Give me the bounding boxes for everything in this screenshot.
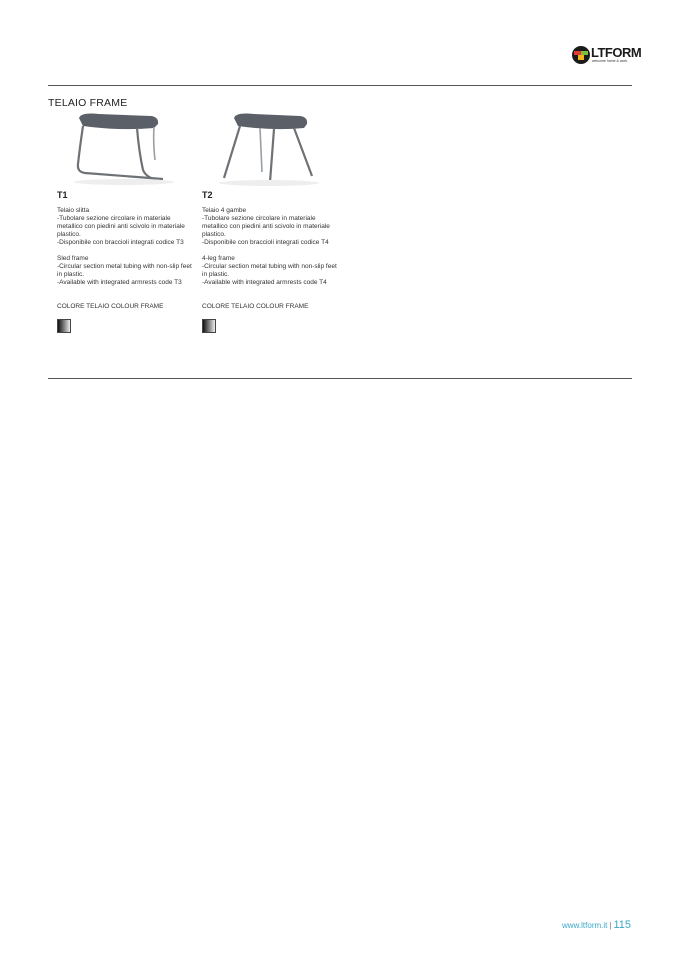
frame-description-en: 4-leg frame -Circular section metal tubing with non-slip feet in plastic. -Available with integrated armrests code T4 (202, 255, 337, 286)
frame-description-it: Telaio 4 gambe -Tubolare sezione circolare in materiale metallico con piedini anti scivolo in materiale plastico. -Disponibile con braccioli integrati codice T4 (202, 207, 330, 246)
top-divider (48, 85, 632, 86)
bottom-divider (48, 378, 632, 379)
frame-description-en: Sled frame -Circular section metal tubing with non-slip feet in plastic. -Available with integrated armrests code T3 (57, 255, 192, 286)
frame-card-t1 (57, 112, 197, 333)
sled-frame-chair-image (59, 112, 189, 187)
colour-swatch (57, 319, 71, 333)
colour-label: COLORE TELAIO COLOUR FRAME (202, 303, 309, 310)
page-number: 115 (613, 919, 631, 931)
brand-logo (572, 44, 642, 66)
page-footer: www.ltform.it | 115 (562, 919, 631, 931)
website-link[interactable]: www.ltform.it (562, 921, 608, 930)
frame-description-it: Telaio slitta -Tubolare sezione circolare in materiale metallico con piedini anti scivolo in materiale plastico. -Disponibile con braccioli integrati codice T3 (57, 207, 185, 246)
four-leg-chair-image (204, 112, 334, 187)
frame-code: T2 (202, 190, 213, 200)
logo-tagline: welcome home & work (592, 59, 628, 63)
frame-card-t2 (202, 112, 342, 333)
logo-text: LTFORM (591, 45, 642, 60)
colour-swatch (202, 319, 216, 333)
frame-code: T1 (57, 190, 68, 200)
logo-mark-icon (572, 46, 590, 64)
section-title: TELAIO FRAME (48, 97, 128, 109)
colour-label: COLORE TELAIO COLOUR FRAME (57, 303, 164, 310)
